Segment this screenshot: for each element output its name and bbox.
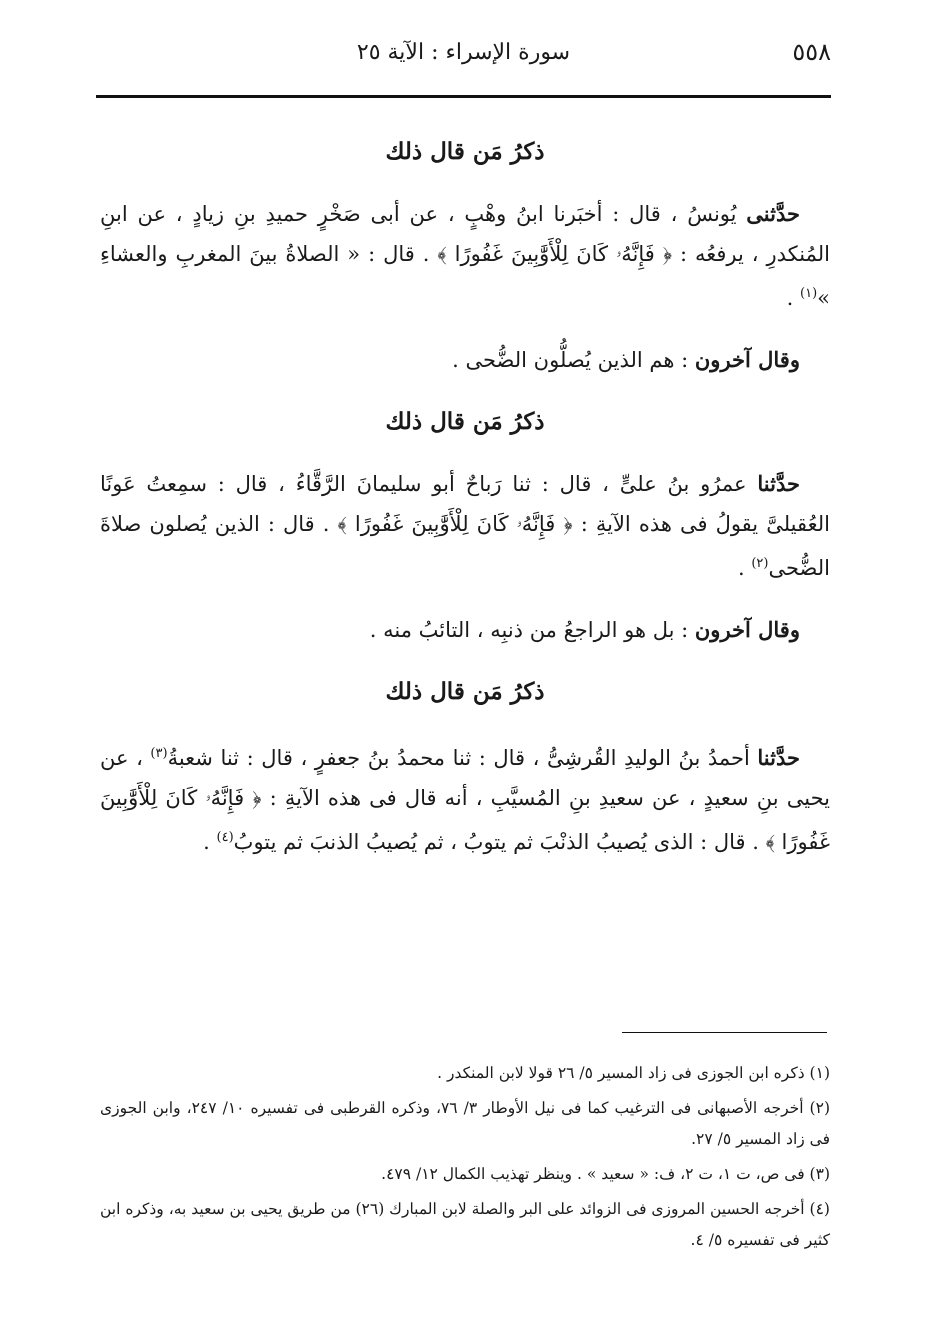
hadith-paragraph [100, 464, 830, 588]
opinion-lead: وقال آخرون [694, 617, 800, 642]
footnote-ref: (٤) [216, 830, 234, 845]
header-rule [96, 95, 831, 98]
page-number: ٥٥٨ [792, 38, 831, 66]
footnote-ref: (٣) [150, 746, 168, 761]
footnotes [100, 1058, 830, 1260]
footnote: (١) ذكره ابن الجوزى فى زاد المسير ٥/ ٢٦ قولا لابن المنكدر . [437, 1064, 830, 1082]
footnote-ref: (٢) [751, 556, 769, 571]
narration-text: أحمدُ بنُ الوليدِ القُرشِىُّ ، قال : ثنا محمدُ بنُ جعفرٍ ، قال : ثنا شعبةُ [167, 746, 758, 770]
hadith-paragraph [100, 194, 830, 318]
narration-text: عمرُو بنُ علىٍّ ، قال : ثنا رَباحٌ أبو سليمانَ الرَّقَّاءُ ، قال : سمِعتُ عَونًا العُقيلىَّ يقولُ فى هذه الآيةِ : [100, 472, 830, 536]
paragraph-end: . [737, 556, 752, 580]
opinion-text: : هم الذين يُصلُّون الضُّحى . [452, 348, 695, 372]
running-head: سورة الإسراء : الآية ٢٥ [356, 40, 571, 65]
paragraph-end: . [203, 830, 217, 854]
narration-text-after: . قال : الذى يُصيبُ الذنْبَ ثم يتوبُ ، ثم يُصيبُ الذنبَ ثم يتوبُ [233, 830, 766, 854]
main-text [100, 132, 830, 884]
quran-verse: ﴿ فَإِنَّهُۥ كَانَ لِلْأَوَّٰبِينَ غَفُورًا ﴾ [337, 512, 573, 536]
footnote: (٢) أخرجه الأصبهانى فى الترغيب كما فى نيل الأوطار ٣/ ٧٦، وذكره القرطبى فى تفسيره ١٠/ ٢٤٧، وابن الجوزى فى زاد المسير ٥/ ٢٧. [100, 1099, 830, 1148]
narration-lead: حدَّثنا [757, 471, 800, 496]
narration-text-after: . قال : « الصلاةُ بينَ المغربِ والعشاءِ » [100, 242, 830, 310]
quran-verse: ﴿ فَإِنَّهُۥ كَانَ لِلْأَوَّٰبِينَ غَفُورًا ﴾ [100, 786, 830, 854]
footnote-ref: (١) [800, 286, 818, 301]
opinion-lead: وقال آخرون [694, 347, 800, 372]
page-header [96, 38, 831, 88]
footnote-rule [622, 1032, 827, 1033]
opinion-text: : بل هو الراجعُ من ذنبِه ، التائبُ منه . [369, 618, 695, 642]
quran-verse: ﴿ فَإِنَّهُۥ كَانَ لِلْأَوَّٰبِينَ غَفُورًا ﴾ [437, 242, 673, 266]
section-heading: ذكرُ مَن قال ذلك [385, 678, 545, 705]
hadith-paragraph [100, 734, 830, 862]
narration-text-after: . قال : الذين يُصلون صلاةَ الضُّحى [100, 512, 830, 580]
opinion-paragraph [100, 340, 830, 380]
narration-lead: حدَّثنا [757, 745, 800, 770]
section-heading: ذكرُ مَن قال ذلك [385, 138, 545, 165]
opinion-paragraph [100, 610, 830, 650]
section-heading: ذكرُ مَن قال ذلك [385, 408, 545, 435]
narration-text: يُونسُ ، قال : أخبَرنا ابنُ وهْبٍ ، عن أبى صَخْرٍ حميدِ بنِ زيادٍ ، عن ابنِ المُنكدرِ ، يرفعُه : [100, 202, 830, 266]
narration-text-continued: ، عن يحيى بنِ سعيدٍ ، عن سعيدِ بنِ المُسيَّبِ ، أنه قال فى هذه الآيةِ : [100, 746, 830, 810]
narration-lead: حدَّثنى [746, 201, 800, 226]
footnote: (٣) فى ص، ت ١، ت ٢، ف: « سعيد » . وينظر تهذيب الكمال ١٢/ ٤٧٩. [381, 1165, 830, 1183]
footnote: (٤) أخرجه الحسين المروزى فى الزوائد على البر والصلة لابن المبارك (٢٦) من طريق يحيى بن سعيد به، وذكره ابن كثير فى تفسيره ٥/ ٤. [100, 1200, 830, 1249]
paragraph-end: . [786, 286, 800, 310]
